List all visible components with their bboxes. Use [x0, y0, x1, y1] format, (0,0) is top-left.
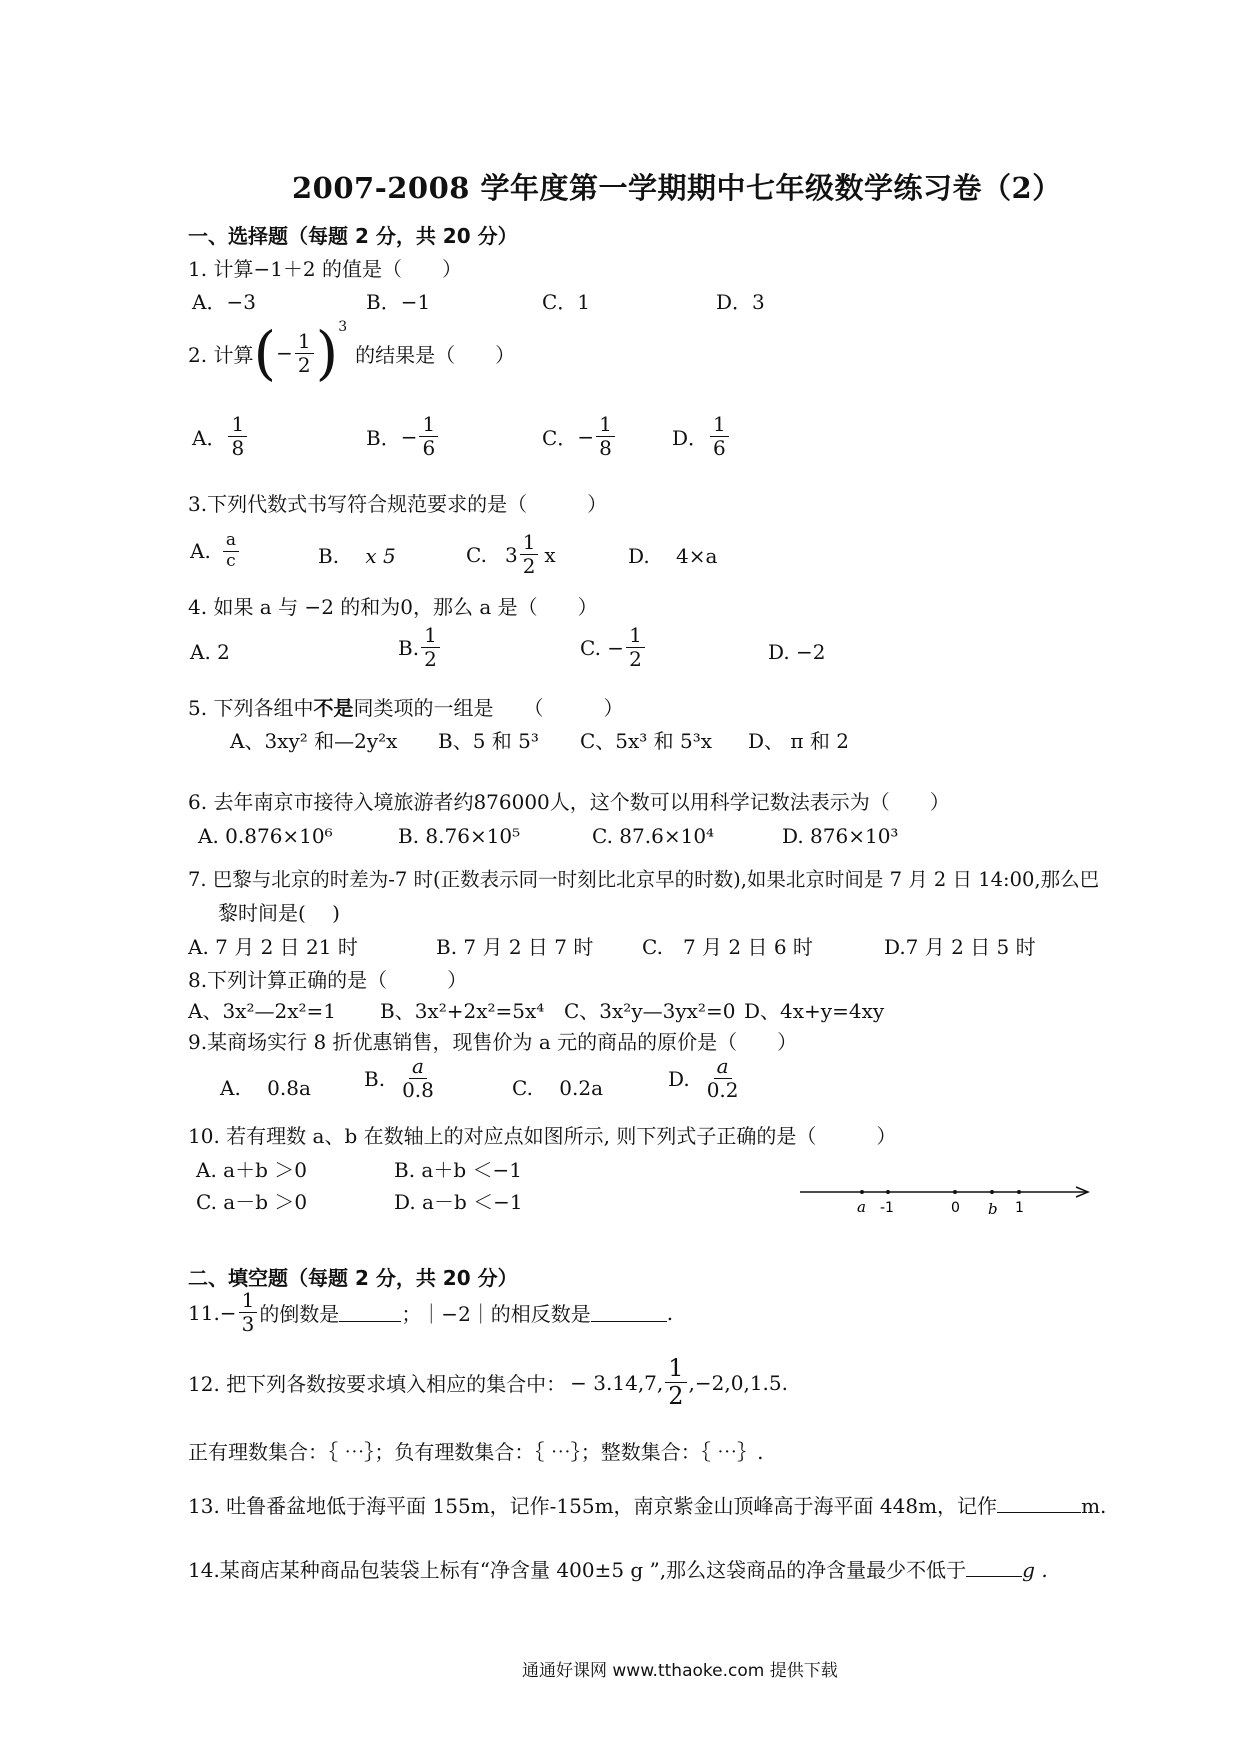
denominator: 2: [522, 554, 536, 578]
numerator: 1: [419, 414, 438, 437]
left-paren: (: [253, 319, 277, 387]
numerator: 1: [626, 625, 645, 648]
answer-blank[interactable]: [339, 1303, 401, 1322]
label-1: 1: [1015, 1200, 1024, 1216]
fraction: [421, 625, 440, 670]
question-4: 4. 如果 a 与 −2 的和为0，那么 a 是（ ）: [188, 595, 598, 619]
whole-part: 3: [504, 542, 518, 567]
q12-numbers: − 3.14,7,: [570, 1370, 664, 1395]
fraction: [399, 1056, 437, 1101]
q2-option-b: [366, 414, 440, 459]
option-label: C.: [466, 542, 487, 567]
page-title: 2007-2008 学年度第一学期期中七年级数学练习卷（2）: [292, 171, 1062, 205]
q6-option-b: B. 8.76×10⁵: [398, 824, 521, 848]
denominator: 8: [231, 436, 245, 460]
q5-option-c: C、5x³ 和 5³x: [580, 729, 713, 753]
numerator: 1: [520, 532, 539, 555]
q2-suffix: 的结果是（ ）: [355, 342, 516, 367]
emphasis-text: 不是: [313, 696, 354, 720]
q13-text: 13. 吐鲁番盆地低于海平面 155m，记作-155m，南京紫金山顶峰高于海平面 448m，记作: [188, 1494, 998, 1518]
q2-option-a: [192, 414, 249, 459]
point-b: [990, 1190, 994, 1194]
q11-text-2: ；｜−2｜的相反数是: [401, 1302, 591, 1326]
sign: −: [400, 424, 418, 449]
section-heading-choice: 一、选择题（每题 2 分，共 20 分）: [188, 224, 518, 248]
question-7-line1: 7. 巴黎与北京的时差为-7 时(正数表示同一时刻比北京早的时数),如果北京时间是 7 月 2 日 14:00,那么巴: [188, 868, 1100, 891]
fraction: [710, 414, 729, 459]
q11-prefix: 11.−: [188, 1300, 237, 1325]
q4-option-c: [580, 625, 647, 670]
point-0: [953, 1190, 957, 1194]
q1-option-a: A．−3: [192, 290, 256, 314]
denominator: 8: [599, 436, 612, 460]
denominator: 3: [241, 1312, 255, 1336]
option-label: B.: [318, 544, 340, 568]
denominator: 0.2: [706, 1078, 739, 1102]
q8-option-d: D、4x+y=4xy: [744, 999, 885, 1023]
option-label: C．: [542, 426, 578, 450]
q2-numerator: 1: [295, 331, 314, 354]
q2-minus: −: [276, 341, 293, 366]
option-value: 4×a: [676, 544, 718, 568]
q1-option-d: D．3: [716, 290, 765, 314]
question-13: [188, 1490, 1106, 1519]
q8-option-a: A、3x²—2x²=1: [188, 999, 336, 1023]
q6-option-a: A. 0.876×10⁶: [198, 824, 333, 848]
q11-end: .: [666, 1300, 674, 1325]
label-b: b: [988, 1200, 998, 1218]
numerator: a: [223, 532, 239, 552]
q7-option-b: B. 7 月 2 日 7 时: [436, 935, 594, 959]
number-line-figure: [800, 1180, 1096, 1220]
q2-option-d: [672, 414, 731, 459]
denominator: 2: [668, 1382, 684, 1411]
fraction: [520, 532, 539, 577]
q9-option-b: [364, 1056, 439, 1101]
answer-blank[interactable]: [997, 1494, 1081, 1513]
denominator: 6: [713, 436, 726, 460]
question-12: [188, 1356, 788, 1409]
question-12-sets: 正有理数集合：｛ ⋯｝；负有理数集合：｛ ⋯｝；整数集合：｛ ⋯｝.: [188, 1440, 764, 1464]
q7-option-c: C. 7 月 2 日 6 时: [642, 935, 813, 959]
q5-option-a: A、3xy² 和—2y²x: [230, 729, 398, 753]
q10-option-d: D. a－b ＜−1: [394, 1190, 523, 1214]
q7-option-d: D.7 月 2 日 5 时: [884, 935, 1036, 959]
q6-option-d: D. 876×10³: [782, 824, 899, 848]
q10-option-a: A. a＋b ＞0: [196, 1158, 307, 1182]
question-11: [188, 1290, 673, 1335]
section-heading-fill: 二、填空题（每题 2 分，共 20 分）: [188, 1266, 518, 1290]
q5-option-b: B、5 和 5³: [438, 729, 539, 753]
fraction: [228, 414, 247, 459]
question-7-line2: 黎时间是( ): [218, 901, 340, 925]
q7-option-a: A. 7 月 2 日 21 时: [188, 935, 358, 959]
q13-end: m.: [1081, 1494, 1107, 1518]
question-10: 10. 若有理数 a、b 在数轴上的对应点如图所示, 则下列式子正确的是（ ）: [188, 1124, 897, 1148]
numerator: 1: [239, 1290, 258, 1313]
q10-option-c: C. a－b ＞0: [196, 1190, 308, 1214]
q4-option-d: D. −2: [768, 640, 826, 664]
q3-option-a: [190, 532, 241, 571]
q14-text: 14.某商店某种商品包装袋上标有“净含量 400±5 g ”,那么这袋商品的净含量最少不低于: [188, 1558, 967, 1582]
answer-blank[interactable]: [966, 1558, 1022, 1577]
q11-fraction: [239, 1290, 258, 1335]
numerator: 1: [596, 414, 615, 437]
right-paren: ): [315, 319, 339, 387]
numerator: 1: [421, 625, 440, 648]
question-14: [188, 1554, 1048, 1583]
q11-text: 的倒数是: [259, 1302, 340, 1326]
fraction: [626, 625, 645, 670]
q3-option-d: [628, 544, 717, 568]
q12-text: 12. 把下列各数按要求填入相应的集合中：: [188, 1372, 567, 1397]
question-2: [188, 319, 516, 387]
question-text-end: 同类项的一组是 （ ）: [353, 696, 624, 720]
denominator: 6: [422, 436, 436, 460]
q14-end: g .: [1022, 1558, 1048, 1582]
numerator: a: [714, 1056, 732, 1079]
denominator: 0.8: [402, 1078, 434, 1102]
q1-option-c: C．1: [542, 290, 591, 314]
question-9: 9.某商场实行 8 折优惠销售，现售价为 a 元的商品的原价是（ ）: [188, 1030, 798, 1054]
page-footer: 通通好课网 www.tthaoke.com 提供下载: [522, 1661, 838, 1681]
q4-option-a: A. 2: [190, 640, 230, 664]
sign: −: [577, 424, 595, 449]
numerator: 1: [228, 414, 247, 437]
q6-option-c: C. 87.6×10⁴: [592, 824, 715, 848]
q3-option-b: [318, 544, 396, 568]
q9-option-a: A. 0.8a: [220, 1076, 311, 1100]
question-6: 6. 去年南京市接待入境旅游者约876000人，这个数可以用科学记数法表示为（ ）: [188, 790, 950, 814]
point-neg1: [886, 1190, 890, 1194]
option-label: B.: [398, 635, 420, 660]
question-8: 8.下列计算正确的是（ ）: [188, 968, 468, 992]
option-value: x 5: [365, 544, 396, 568]
point-1: [1017, 1190, 1021, 1194]
option-label: D.: [628, 544, 650, 568]
option-label: A．: [192, 426, 227, 450]
q8-option-b: B、3x²+2x²=5x⁴: [380, 999, 545, 1023]
question-text: 5. 下列各组中: [188, 696, 314, 720]
denominator: c: [226, 550, 236, 571]
question-5: [188, 692, 623, 721]
answer-blank[interactable]: [591, 1303, 667, 1322]
numerator: a: [409, 1056, 427, 1079]
q2-prefix: 2. 计算: [188, 342, 254, 367]
question-1: 1. 计算−1＋2 的值是（ ）: [188, 257, 463, 281]
q1-option-b: B．−1: [366, 290, 431, 314]
q3-option-c: [466, 532, 556, 577]
q9-option-d: [668, 1056, 744, 1101]
fraction: [419, 414, 438, 459]
option-label: B．: [366, 426, 401, 450]
question-3: 3.下列代数式书写符合规范要求的是（ ）: [188, 492, 608, 516]
option-label: A.: [190, 539, 211, 564]
fraction: [223, 532, 239, 571]
option-label: D.: [668, 1066, 690, 1091]
q8-option-c: C、3x²y—3yx²=0: [564, 999, 736, 1023]
q2-option-c: [542, 414, 617, 459]
fraction: [596, 414, 615, 459]
option-label: D．: [672, 426, 709, 450]
label-neg1: -1: [880, 1200, 894, 1216]
label-a: a: [857, 1198, 866, 1216]
q2-denominator: 2: [297, 352, 311, 377]
fraction: [704, 1056, 742, 1101]
numerator: 1: [710, 414, 729, 437]
denominator: 2: [629, 647, 642, 671]
point-a: [860, 1190, 864, 1194]
denominator: 2: [424, 647, 437, 671]
q12-numbers-end: ,−2,0,1.5.: [688, 1370, 788, 1395]
q2-fraction: [295, 328, 314, 377]
q9-option-c: C. 0.2a: [512, 1076, 604, 1100]
numerator: 1: [665, 1356, 686, 1383]
option-label: B.: [364, 1066, 386, 1091]
q2-exponent: 3: [338, 319, 348, 336]
q5-option-d: D、 π 和 2: [748, 729, 849, 753]
label-0: 0: [951, 1200, 960, 1216]
q12-fraction: [665, 1356, 686, 1409]
variable: x: [544, 542, 556, 567]
q10-option-b: B. a＋b ＜−1: [394, 1158, 522, 1182]
q4-option-b: [398, 625, 442, 670]
option-label: C. −: [580, 635, 625, 660]
